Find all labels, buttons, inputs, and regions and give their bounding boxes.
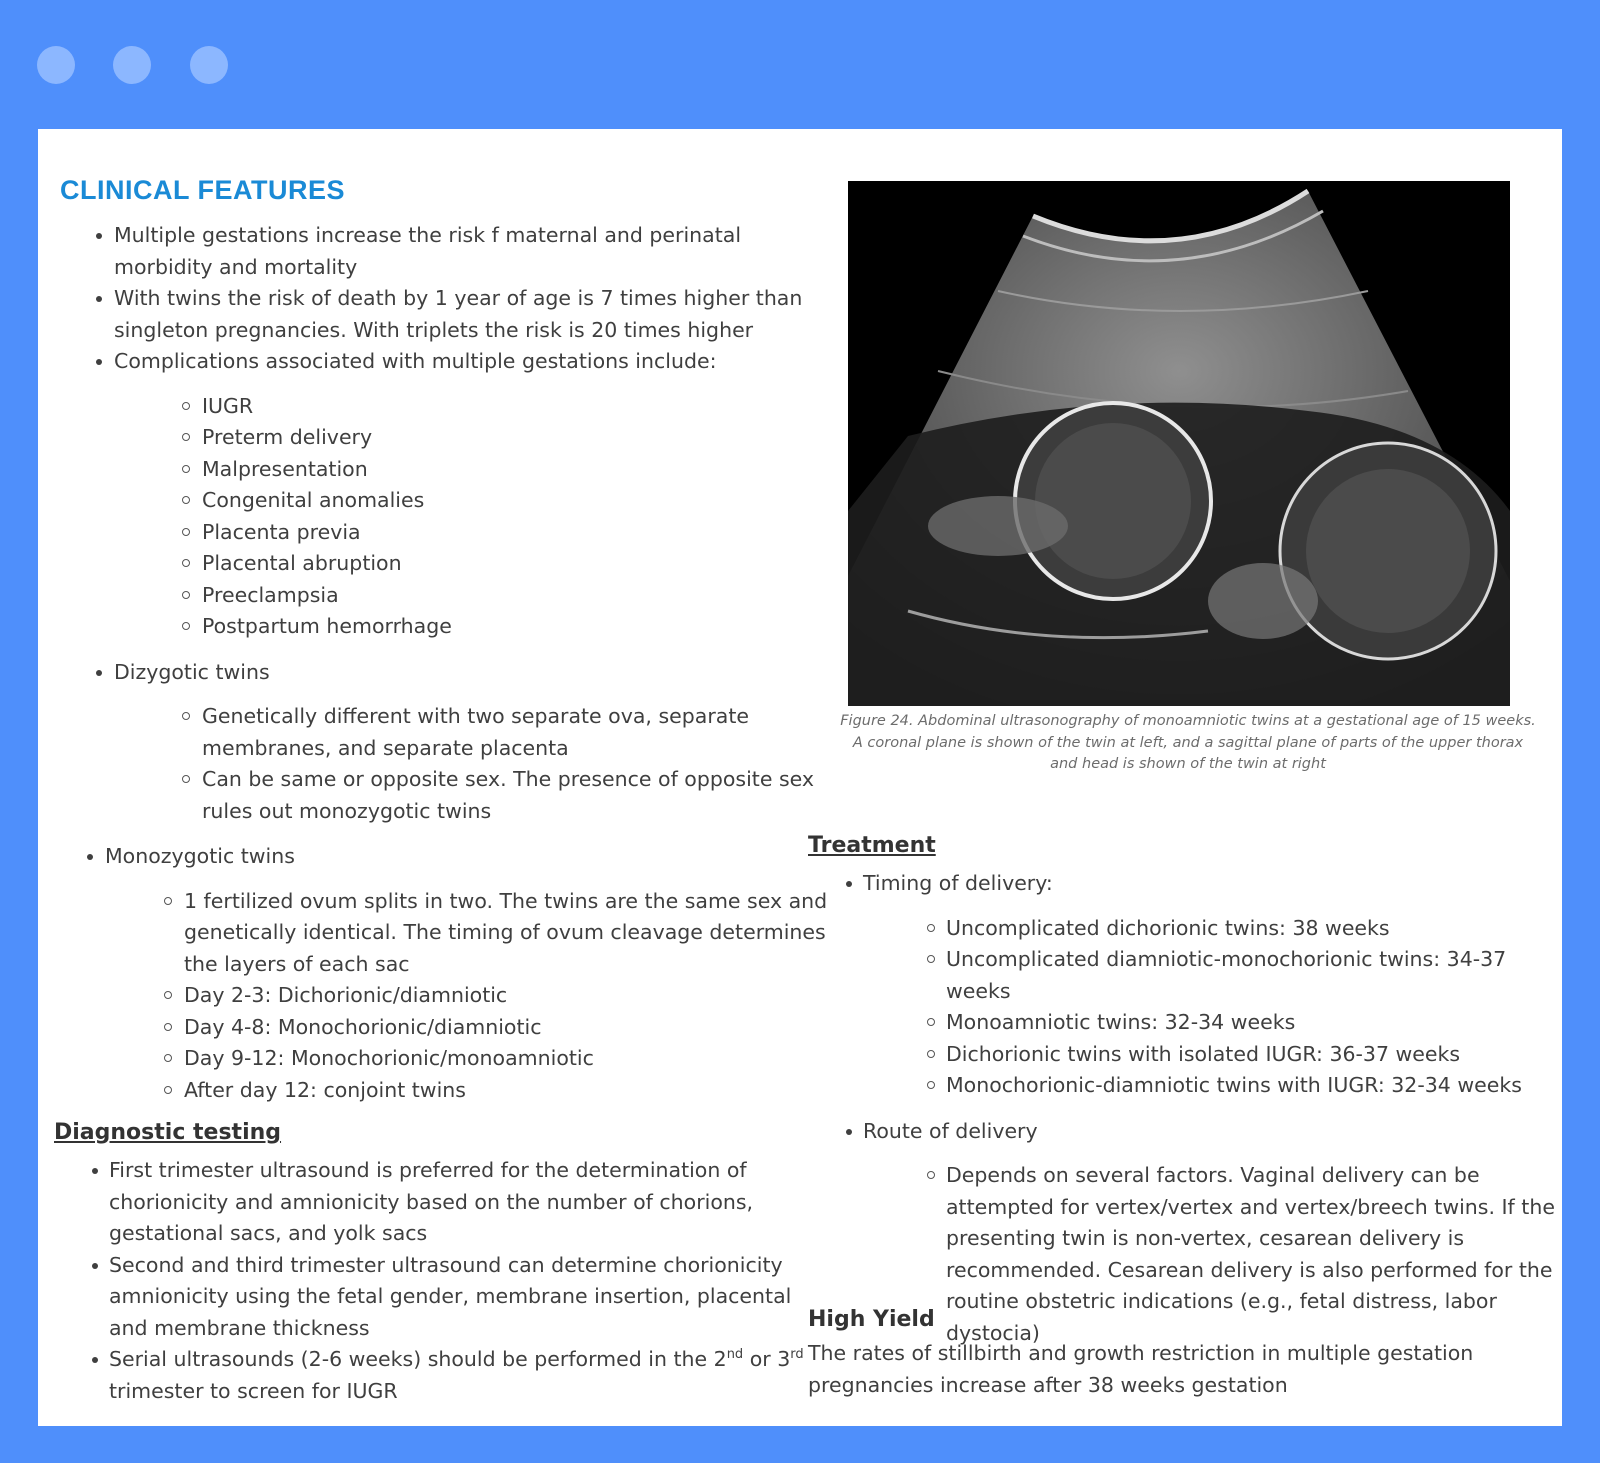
complications-label: Complications associated with multiple gestations include: <box>114 349 717 373</box>
window-dot-1[interactable] <box>37 46 75 84</box>
monozygotic-label: Monozygotic twins <box>105 844 295 868</box>
diagnostic-list <box>54 1155 834 1407</box>
list-item: Monochorionic-diamniotic twins with IUGR: 32-34 weeks <box>863 1070 1562 1102</box>
clinical-features-list <box>54 220 834 827</box>
list-item: After day 12: conjoint twins <box>105 1075 834 1107</box>
list-item: With twins the risk of death by 1 year of age is 7 times higher than singleton pregnancies. With triplets the risk is 20 times higher <box>54 283 834 346</box>
list-item: Dichorionic twins with isolated IUGR: 36-37 weeks <box>863 1039 1562 1071</box>
list-item: First trimester ultrasound is preferred for the determination of chorionicity and amnionicity based on the number of chorions, gestational sacs, and yolk sacs <box>54 1155 834 1250</box>
left-column <box>54 175 834 1407</box>
dizygotic-label: Dizygotic twins <box>114 659 270 684</box>
high-yield-text: The rates of stillbirth and growth restriction in multiple gestation pregnancies increase after 38 weeks gestation <box>808 1341 1474 1397</box>
list-item <box>54 1344 834 1407</box>
ultrasound-figure <box>848 181 1510 706</box>
list-item: Can be same or opposite sex. The presence of opposite sex rules out monozygotic twins <box>114 764 834 827</box>
list-item: Day 9-12: Monochorionic/monoamniotic <box>105 1043 834 1075</box>
list-item: Congenital anomalies <box>114 485 834 517</box>
ultrasound-image <box>848 181 1510 706</box>
list-item: Placental abruption <box>114 548 834 580</box>
dizygotic-list <box>114 701 834 827</box>
window-dot-2[interactable] <box>113 46 151 84</box>
timing-list <box>863 913 1562 1102</box>
serial-text-c: trimester to screen for IUGR <box>109 1378 398 1403</box>
list-item <box>808 868 1562 1102</box>
list-item: Second and third trimester ultrasound can determine chorionicity amnionicity using the fetal gender, membrane insertion, placental and membrane thickness <box>54 1250 834 1345</box>
list-item: Postpartum hemorrhage <box>114 611 834 643</box>
list-item: Genetically different with two separate ova, separate membranes, and separate placenta <box>114 701 834 764</box>
document-page <box>38 129 1562 1426</box>
list-item: Preeclampsia <box>114 580 834 612</box>
clinical-features-heading: CLINICAL FEATURES <box>60 175 345 205</box>
serial-text-b: or 3 <box>743 1347 791 1371</box>
high-yield-section <box>808 1307 1562 1401</box>
high-yield-title: High Yield <box>808 1307 935 1332</box>
superscript-nd: nd <box>726 1347 744 1363</box>
superscript-rd: rd <box>790 1347 804 1363</box>
treatment-list <box>808 868 1562 1349</box>
list-item: IUGR <box>114 391 834 423</box>
treatment-section <box>808 819 1562 1363</box>
list-item: Uncomplicated diamniotic-monochorionic twins: 34-37 weeks <box>863 944 1562 1007</box>
serial-text-a: Serial ultrasounds (2-6 weeks) should be performed in the 2 <box>109 1347 727 1371</box>
list-item: 1 fertilized ovum splits in two. The twins are the same sex and genetically identical. The timing of ovum cleavage determines the layers of each sac <box>105 886 834 981</box>
list-item <box>54 841 834 1106</box>
monozygotic-sublist <box>105 886 834 1107</box>
list-item: Depends on several factors. Vaginal delivery can be attempted for vertex/vertex and vertex/breech twins. If the presenting twin is non-vertex, cesarean delivery is recommended. Cesarean delivery is also performed for the routine obstetric indications (e.g., fetal distress, labor dystocia) <box>863 1160 1562 1349</box>
list-item: Day 2-3: Dichorionic/diamniotic <box>105 980 834 1012</box>
list-item: Day 4-8: Monochorionic/diamniotic <box>105 1012 834 1044</box>
list-item: Monoamniotic twins: 32-34 weeks <box>863 1007 1562 1039</box>
complications-list <box>114 391 834 643</box>
window-dot-3[interactable] <box>190 46 228 84</box>
list-item: Placenta previa <box>114 517 834 549</box>
treatment-heading: Treatment <box>808 833 936 858</box>
monozygotic-list <box>54 841 834 1106</box>
list-item <box>54 346 834 643</box>
list-item: Multiple gestations increase the risk f maternal and perinatal morbidity and mortality <box>54 220 834 283</box>
list-item: Uncomplicated dichorionic twins: 38 weeks <box>863 913 1562 945</box>
list-item <box>54 657 834 828</box>
timing-label: Timing of delivery: <box>863 871 1053 895</box>
list-item: Malpresentation <box>114 454 834 486</box>
list-item: Preterm delivery <box>114 422 834 454</box>
route-label: Route of delivery <box>863 1118 1038 1143</box>
figure-caption: Figure 24. Abdominal ultrasonography of monoamniotic twins at a gestational age of 15 weeks. A coronal plane is shown of the twin at left, and a sagittal plane of parts of the upper thorax and head is shown of the twin at right <box>840 713 1536 772</box>
diagnostic-testing-heading: Diagnostic testing <box>54 1120 282 1145</box>
